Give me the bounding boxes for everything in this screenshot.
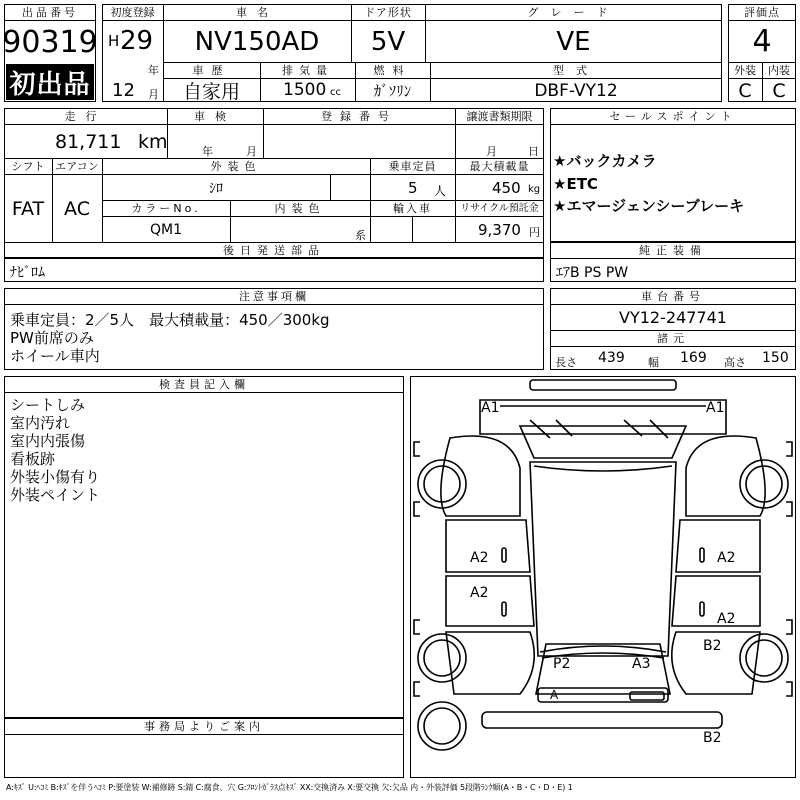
inspector-line-2: 室内汚れ	[10, 414, 71, 432]
color-no: QM1	[149, 221, 182, 238]
grade: VE	[556, 26, 591, 57]
fuel-label: 燃料	[373, 64, 412, 77]
caution-label: 注意事項欄	[239, 290, 309, 303]
score-label: 評価点	[744, 6, 780, 19]
later-parts: ﾅﾋﾞﾛﾑ	[10, 265, 45, 281]
capacity: 5	[408, 179, 418, 197]
aircon-label: エアコン	[55, 160, 99, 173]
inspector-label: 検査員記入欄	[159, 378, 249, 391]
inspector-line-4: 看板跡	[10, 450, 56, 468]
max-load-unit: kg	[528, 184, 541, 195]
car-name-label: 車名	[236, 6, 278, 19]
registration-year: 29	[120, 26, 154, 56]
inspector-line-1: シートしみ	[10, 396, 86, 414]
damage-mark: A3	[632, 656, 651, 672]
transfer-month-unit: 月	[486, 145, 497, 158]
damage-mark: A2	[470, 585, 489, 601]
lot-number-label: 出品番号	[22, 6, 78, 19]
fuel: ｶﾞｿﾘﾝ	[373, 82, 412, 100]
door-type: 5V	[370, 26, 406, 57]
era-indicator: H	[108, 32, 120, 50]
capacity-label: 乗車定員	[388, 160, 437, 173]
interior-color-label: 内装色	[274, 202, 326, 215]
shift-value: FAT	[11, 197, 45, 220]
later-parts-label: 後日発送部品	[223, 244, 325, 257]
first-registration-label: 初度登録	[110, 6, 155, 19]
genuine-equipment: ｴｱB PS PW	[556, 265, 629, 281]
grade-label: グレード	[527, 6, 620, 19]
damage-mark: B2	[703, 730, 722, 746]
chassis-number: VY12-247741	[619, 308, 727, 327]
length: 439	[598, 350, 625, 366]
inspection-month-unit: 月	[246, 145, 257, 158]
damage-mark: P2	[553, 656, 571, 672]
genuine-equipment-label: 純正装備	[639, 244, 707, 257]
chassis-label: 車台番号	[641, 290, 705, 303]
recycle-label: リサイクル預託金	[460, 203, 539, 214]
displacement: 1500	[283, 80, 327, 100]
import-label: 輸入車	[393, 202, 432, 215]
model-code-label: 型式	[553, 64, 599, 77]
first-listing-badge: 初出品	[6, 64, 94, 100]
inspection-label: 車検	[194, 110, 236, 123]
exterior-color: ｼﾛ	[209, 180, 223, 197]
registration-month: 12	[112, 80, 135, 101]
damage-mark: A1	[706, 400, 725, 416]
door-type-label: ドア形状	[364, 6, 412, 19]
recycle-fee: 9,370	[478, 221, 521, 239]
damage-mark: A2	[717, 611, 736, 627]
score: 4	[752, 24, 772, 59]
damage-mark: A	[550, 688, 559, 702]
max-load: 450	[492, 179, 521, 197]
capacity-unit: 人	[434, 184, 447, 198]
sales-point-2: ★ETC	[553, 175, 598, 193]
height: 150	[762, 350, 789, 366]
displacement-label: 排気量	[282, 64, 333, 77]
exterior-grade: C	[738, 79, 752, 102]
max-load-label: 最大積載量	[469, 160, 530, 173]
office-label: 事務局よりご案内	[144, 720, 264, 733]
interior-color-suffix: 系	[355, 229, 366, 242]
car-diagram	[410, 376, 796, 778]
model-code: DBF-VY12	[534, 80, 618, 101]
damage-mark: A2	[717, 550, 736, 566]
aircon-value: AC	[64, 197, 90, 220]
caution-line-3: ホイール車内	[10, 347, 100, 365]
displacement-unit: cc	[330, 87, 341, 98]
car-name: NV150AD	[194, 26, 320, 57]
interior-grade-label: 内装	[768, 64, 790, 77]
damage-mark: A2	[470, 550, 489, 566]
spec-label: 諸元	[657, 332, 689, 345]
interior-grade: C	[772, 79, 786, 102]
mileage-label: 走行	[64, 110, 107, 123]
history-label: 車歴	[192, 64, 231, 77]
mileage: 81,711	[55, 131, 122, 153]
height-label: 高さ	[724, 356, 746, 369]
width-label: 幅	[648, 356, 659, 369]
exterior-grade-label: 外装	[734, 64, 756, 77]
recycle-unit: 円	[529, 226, 540, 239]
exterior-color-label: 外装色	[210, 160, 262, 173]
inspector-line-6: 外装ペイント	[10, 486, 101, 504]
caution-line-1: 乗車定員：2／5人 最大積載量：450／300kg	[10, 311, 330, 329]
sales-points-label: セールスポイント	[609, 110, 737, 123]
color-no-label: カラーNo.	[131, 202, 201, 215]
shift-label: シフト	[11, 160, 45, 173]
damage-mark: B2	[703, 638, 722, 654]
inspector-line-5: 外装小傷有り	[10, 468, 101, 486]
plate-label: 登録番号	[321, 110, 397, 123]
width: 169	[680, 350, 707, 366]
inspector-line-3: 室内内張傷	[10, 432, 86, 450]
inspection-year-unit: 年	[202, 145, 213, 158]
legend: A:ｷｽﾞ U:ﾍｺﾐ B:ｷｽﾞを伴うﾍｺﾐ P:要塗装 W:補修跡 S:錆 C:腐食、穴 G:ﾌﾛﾝﾄｶﾞﾗｽ点ｷｽﾞ XX:交換済み X:要交換 欠:欠品 内・外装評価 5段階ﾗﾝｸ順(A・B・C・D・E) 1	[6, 783, 573, 792]
mileage-unit: km	[138, 131, 168, 153]
transfer-day-unit: 日	[528, 145, 539, 158]
caution-line-2: PW前席のみ	[10, 329, 94, 347]
month-unit: 月	[148, 88, 159, 101]
length-label: 長さ	[555, 356, 577, 369]
year-unit: 年	[148, 64, 159, 77]
lot-number: 90319	[2, 24, 98, 60]
sales-point-3: ★エマージェンシーブレーキ	[553, 197, 745, 215]
sales-point-1: ★バックカメラ	[553, 152, 657, 170]
transfer-doc-label: 譲渡書類期限	[466, 110, 533, 123]
damage-mark: A1	[481, 400, 500, 416]
history: 自家用	[182, 81, 240, 103]
